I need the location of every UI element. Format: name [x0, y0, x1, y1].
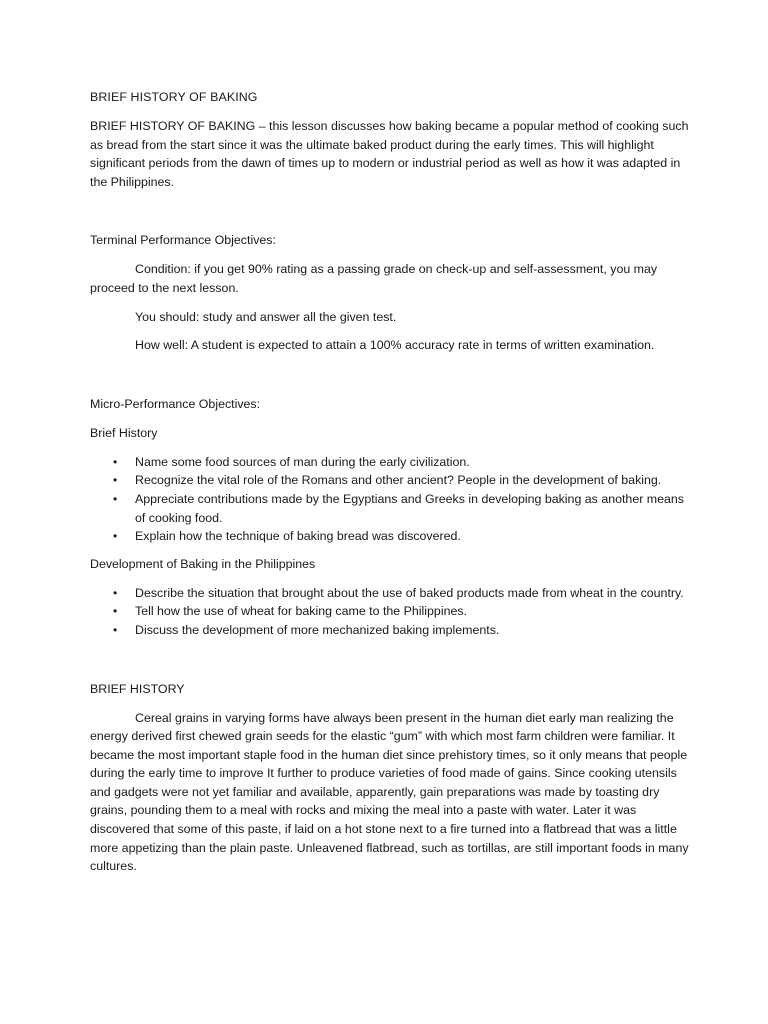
list-item [90, 527, 690, 546]
list-item [90, 602, 690, 621]
list-item [90, 490, 690, 527]
terminal-how-well: How well: A student is expected to attain a 100% accuracy rate in terms of written examination. [135, 338, 655, 353]
brief-history-subheading: Brief History [90, 425, 158, 440]
bullet-icon: • [113, 473, 118, 488]
brief-history-body: Cereal grains in varying forms have always been present in the human diet early man realizing the energy derived first chewed grain seeds for the elastic “gum” with which most farm children were familiar. It became the most important staple food in the human diet since prehistory times, so it only means that people during the early time to improve It further to produce varieties of food made of gains. Since cooking utensils and gadgets were not yet familiar and available, apparently, gain preparations was made by toasting dry grains, pounding them to a meal with rocks and mixing the meal into a paste with water. Later it was discovered that some of this paste, if laid on a hot stone next to a fire turned into a flatbread that was a little more appetizing than the plain paste. Unleavened flatbread, such as tortillas, are still important foods in many cultures. [90, 710, 689, 874]
bullet-icon: • [113, 622, 118, 637]
list-item [90, 453, 690, 472]
list-item-text: Appreciate contributions made by the Egyptians and Greeks in developing baking as another means of cooking food. [135, 491, 684, 525]
list-item-text: Name some food sources of man during the early civilization. [135, 454, 470, 469]
spacer [90, 355, 690, 395]
spacer [90, 640, 690, 680]
brief-history-heading: BRIEF HISTORY [90, 681, 185, 696]
list-item-text: Describe the situation that brought about the use of baked products made from wheat in the country. [135, 585, 684, 600]
terminal-should: You should: study and answer all the given test. [135, 309, 397, 324]
bullet-icon: • [113, 454, 118, 469]
bullet-icon: • [113, 529, 118, 544]
list-item [90, 621, 690, 640]
terminal-condition: Condition: if you get 90% rating as a passing grade on check-up and self-assessment, you may proceed to the next lesson. [90, 262, 658, 295]
list-item-text: Explain how the technique of baking bread was discovered. [135, 529, 461, 544]
spacer [90, 298, 690, 308]
intro-paragraph: BRIEF HISTORY OF BAKING – this lesson discusses how baking became a popular method of cooking such as bread from the start since it was the ultimate baked product during the early times. This will highlight significant periods from the dawn of times up to modern or industrial period as well as how it was adapted in the Philippines. [90, 119, 689, 189]
list-item [90, 471, 690, 490]
list-item-text: Tell how the use of wheat for baking came to the Philippines. [135, 604, 467, 619]
brief-history-list [90, 453, 690, 546]
list-item-text: Recognize the vital role of the Romans and other ancient? People in the development of baking. [135, 473, 662, 488]
philippines-list [90, 584, 690, 640]
bullet-icon: • [113, 604, 118, 619]
philippines-subheading: Development of Baking in the Philippines [90, 556, 316, 571]
document-title: BRIEF HISTORY OF BAKING [90, 90, 258, 104]
list-item [90, 584, 690, 603]
bullet-icon: • [113, 491, 118, 506]
spacer [90, 546, 690, 555]
terminal-objectives-heading: Terminal Performance Objectives: [90, 233, 276, 248]
spacer [90, 326, 690, 336]
spacer [90, 191, 690, 231]
document-page [90, 88, 690, 876]
micro-objectives-heading: Micro-Performance Objectives: [90, 396, 261, 411]
bullet-icon: • [113, 585, 118, 600]
list-item-text: Discuss the development of more mechanized baking implements. [135, 622, 500, 637]
